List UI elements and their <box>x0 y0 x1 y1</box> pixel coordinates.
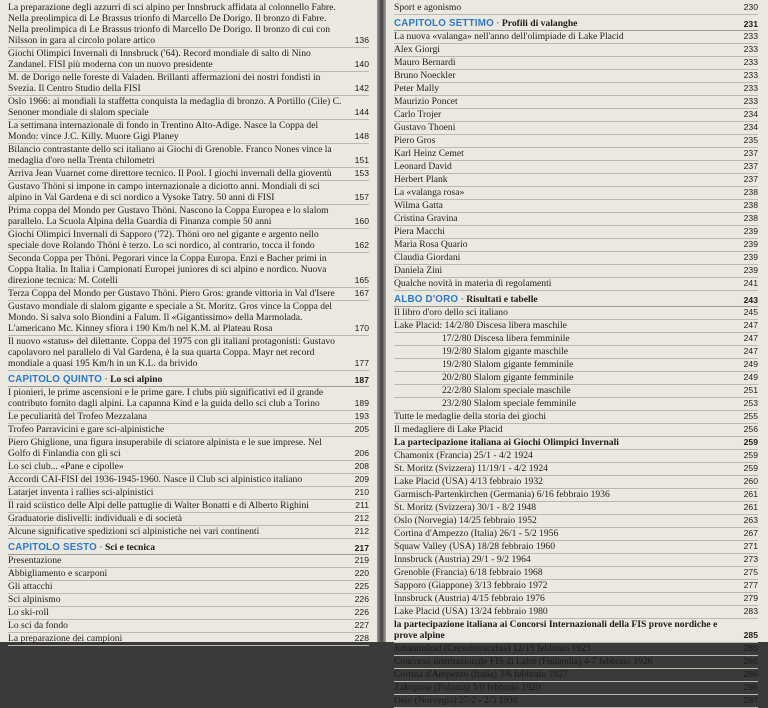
toc-entry-title: Il raid sciistico delle Alpi delle pattuglie di Walter Bonatti e di Alberto Righini <box>8 500 309 511</box>
toc-entry-page: 225 <box>354 581 369 591</box>
chapter-page: 231 <box>743 19 758 29</box>
toc-entry-title: Innsbruck (Austria) 29/1 - 9/2 1964 <box>394 554 531 565</box>
toc-entry-page: 219 <box>354 555 369 565</box>
toc-entry-title: I pionieri, le prime ascensioni e le prime gare. I clubs più significativi ed il grande contributo fornito dagli alpini. La capanna Kind e la guida dello sci club a Torino <box>8 387 324 409</box>
toc-entry <box>394 174 758 187</box>
toc-entry-title: Piero Ghiglione, una figura insuperabile di sciatore alpinista e le sue imprese. Nel Golfo di Finlandia con gli sci <box>8 437 322 459</box>
toc-entry <box>8 513 369 526</box>
toc-entry-page: 226 <box>354 607 369 617</box>
toc-entry-title: Sci alpinismo <box>8 594 61 605</box>
toc-entry-page: 211 <box>355 500 369 510</box>
toc-entry-title: La preparazione dei campioni <box>8 633 123 644</box>
toc-entry <box>8 288 369 301</box>
toc-entry-page: 237 <box>743 148 758 158</box>
toc-entry <box>394 320 758 333</box>
toc-entry <box>8 205 369 229</box>
toc-entry-page: 275 <box>743 567 758 577</box>
toc-entry-title: Squaw Valley (USA) 18/28 febbraio 1960 <box>394 541 556 552</box>
toc-entry <box>394 96 758 109</box>
toc-entry-title: Grenoble (Francia) 6/18 febbraio 1968 <box>394 567 543 578</box>
toc-entry <box>8 120 369 144</box>
toc-entry-title: Presentazione <box>8 555 62 566</box>
toc-entry <box>8 229 369 253</box>
toc-entry-page: 209 <box>354 474 369 484</box>
toc-entry <box>8 633 369 646</box>
toc-entry <box>394 398 758 411</box>
toc-entry <box>394 656 758 669</box>
toc-entry-title: Lake Placid (USA) 4/13 febbraio 1932 <box>394 476 543 487</box>
toc-entry <box>394 148 758 161</box>
chapter-subtitle: Profili di valanghe <box>501 18 578 29</box>
toc-entry-page: 260 <box>743 476 758 486</box>
toc-entry-title: Alcune significative spedizioni sci alpinistiche nei vari continenti <box>8 526 260 537</box>
toc-entry-title: Chamonix (Francia) 25/1 - 4/2 1924 <box>394 450 533 461</box>
toc-entry-title: Concorso internazionale FIS di Lahti (Finlandia) 4-7 febbraio 1926 <box>394 656 653 667</box>
chapter-label: CAPITOLO SETTIMO <box>394 18 494 29</box>
toc-entry-title: 23/2/80 Slalom speciale femminile <box>442 398 577 409</box>
toc-entry <box>394 31 758 44</box>
toc-entry <box>394 70 758 83</box>
toc-entry-page: 233 <box>743 44 758 54</box>
toc-group <box>394 307 758 437</box>
toc-group <box>8 387 369 539</box>
toc-entry-page: 239 <box>743 239 758 249</box>
toc-entry <box>394 57 758 70</box>
toc-entry-title: Abbigliamento e scarponi <box>8 568 108 579</box>
toc-entry-title: Bruno Noeckler <box>394 70 456 81</box>
toc-entry <box>394 682 758 695</box>
toc-entry-title: Gli attacchi <box>8 581 53 592</box>
toc-entry-title: 19/2/80 Slalom gigante femminile <box>442 359 574 370</box>
toc-entry <box>394 359 758 372</box>
toc-entry-title: Zakopane (Polonia) 5/9 febbraio 1929 <box>394 682 541 693</box>
chapter-heading: ALBO D'ORO · Risultati e tabelle 243 <box>394 294 758 305</box>
toc-entry <box>8 555 369 568</box>
section-title: La partecipazione italiana ai Giochi Olimpici Invernali <box>394 437 619 448</box>
toc-entry <box>8 620 369 633</box>
toc-entry-page: 283 <box>743 606 758 616</box>
toc-entry-title: M. de Dorigo nelle foreste di Valaden. Brillanti affermazioni dei nostri fondisti in Svezia. Il Centro Studio della FISI <box>8 72 321 94</box>
toc-entry-page: 263 <box>743 515 758 525</box>
toc-entry-title: Qualche novità in materia di regolamenti <box>394 278 552 289</box>
toc-entry-title: 22/2/80 Slalom speciale maschile <box>442 385 571 396</box>
toc-entry-title: Gustavo Thoeni <box>394 122 456 133</box>
toc-entry <box>8 336 369 371</box>
toc-group <box>394 2 758 15</box>
toc-entry <box>8 474 369 487</box>
chapter-subtitle: Lo sci alpino <box>110 374 163 385</box>
toc-entry-page: 245 <box>743 307 758 317</box>
toc-entry-page: 144 <box>354 107 369 117</box>
chapter-page: 243 <box>743 295 758 305</box>
toc-entry <box>8 168 369 181</box>
toc-entry-page: 249 <box>743 372 758 382</box>
toc-entry <box>394 424 758 437</box>
chapter-heading: CAPITOLO SESTO · Sci e tecnica 217 <box>8 542 369 553</box>
right-page <box>386 0 768 706</box>
toc-entry-page: 206 <box>354 448 369 458</box>
toc-entry <box>394 502 758 515</box>
toc-entry-page: 212 <box>354 526 369 536</box>
chapter-subtitle: Risultati e tabelle <box>466 294 538 305</box>
toc-entry-title: Leonard David <box>394 161 452 172</box>
toc-entry-title: Tutte le medaglie della storia dei giochi <box>394 411 547 422</box>
toc-entry <box>8 526 369 539</box>
toc-entry <box>8 411 369 424</box>
toc-entry-page: 167 <box>354 288 369 298</box>
toc-entry-title: Giochi Olimpici Invernali di Innsbruck ('64). Record mondiale di salto di Nino Zandanel. FISI più moderna con un nuovo presidente <box>8 48 311 70</box>
toc-entry <box>394 278 758 291</box>
toc-entry-title: Maria Rosa Quario <box>394 239 468 250</box>
toc-entry-title: Lake Placid: 14/2/80 Discesa libera maschile <box>394 320 567 331</box>
toc-entry <box>8 500 369 513</box>
toc-entry-title: Alex Giorgi <box>394 44 440 55</box>
toc-entry-page: 226 <box>354 594 369 604</box>
toc-entry <box>394 307 758 320</box>
toc-entry-title: Giochi Olimpici Invernali di Sapporo ('72). Thöni oro nel gigante e argento nello speciale dove Rolando Thöni è terzo. Lo sci nordico, al contrario, tocca il fondo <box>8 229 319 251</box>
toc-entry <box>394 122 758 135</box>
toc-entry <box>8 144 369 168</box>
toc-entry <box>394 606 758 619</box>
toc-entry <box>394 450 758 463</box>
section-page: 285 <box>743 630 758 640</box>
toc-entry-title: Claudia Giordani <box>394 252 461 263</box>
toc-entry <box>394 554 758 567</box>
toc-entry-page: 233 <box>743 31 758 41</box>
toc-entry-page: 234 <box>743 109 758 119</box>
toc-entry-title: Piera Macchi <box>394 226 445 237</box>
toc-entry-page: 286 <box>743 682 758 692</box>
toc-entry-title: Lo ski-roll <box>8 607 49 618</box>
toc-entry-page: 230 <box>743 2 758 12</box>
toc-entry <box>394 669 758 682</box>
toc-entry-page: 247 <box>743 333 758 343</box>
toc-entry <box>394 385 758 398</box>
toc-entry <box>394 643 758 656</box>
chapter-label: ALBO D'ORO <box>394 294 459 305</box>
toc-entry-title: Innsbruck (Austria) 4/15 febbraio 1976 <box>394 593 545 604</box>
toc-entry-title: 19/2/80 Slalom gigante maschile <box>442 346 569 357</box>
toc-entry-page: 249 <box>743 359 758 369</box>
toc-entry-page: 233 <box>743 57 758 67</box>
toc-entry <box>394 252 758 265</box>
toc-entry <box>394 411 758 424</box>
toc-entry <box>8 2 369 48</box>
toc-entry-page: 277 <box>743 580 758 590</box>
toc-entry-page: 228 <box>354 633 369 643</box>
toc-entry-title: Trofeo Parravicini e gare sci-alpinistiche <box>8 424 165 435</box>
toc-entry-page: 267 <box>743 528 758 538</box>
section-title: la partecipazione italiana ai Concorsi Internazionali della FIS prove nordiche e prove alpine <box>394 619 718 641</box>
toc-entry-title: Sport e agonismo <box>394 2 462 13</box>
book-gutter <box>377 0 386 642</box>
toc-group <box>394 450 758 619</box>
toc-entry <box>8 96 369 120</box>
toc-entry <box>394 187 758 200</box>
toc-entry-title: Mauro Bernardi <box>394 57 456 68</box>
section-page: 259 <box>743 437 758 447</box>
toc-entry <box>8 48 369 72</box>
toc-entry <box>8 607 369 620</box>
toc-entry-title: Peter Mally <box>394 83 440 94</box>
toc-entry <box>8 594 369 607</box>
toc-entry-title: Il medagliere di Lake Placid <box>394 424 503 435</box>
toc-entry-title: Lo sci da fondo <box>8 620 68 631</box>
toc-entry-page: 212 <box>354 513 369 523</box>
toc-entry-title: Il nuovo «status» del dilettante. Coppa del 1975 con gli italiani protagonisti: Gustavo capolavoro nel parallelo di Val Gardena, è la sua quarta Coppa. Mayr net record mondiale a quasi 195 Km/h in un K.L. da brivido <box>8 336 335 369</box>
toc-entry-page: 287 <box>743 695 758 705</box>
toc-entry <box>394 593 758 606</box>
toc-entry <box>8 568 369 581</box>
toc-entry-title: Oslo (Norvegia) 14/25 febbraio 1952 <box>394 515 537 526</box>
toc-entry <box>394 567 758 580</box>
toc-entry-title: 20/2/80 Slalom gigante femminile <box>442 372 574 383</box>
toc-entry-title: Sapporo (Giappone) 3/13 febbraio 1972 <box>394 580 548 591</box>
toc-entry-page: 210 <box>354 487 369 497</box>
toc-entry-page: 237 <box>743 174 758 184</box>
toc-entry-page: 153 <box>354 168 369 178</box>
toc-entry-title: Lo sci club... «Pane e cipolle» <box>8 461 124 472</box>
toc-entry <box>394 541 758 554</box>
toc-entry <box>394 239 758 252</box>
toc-entry-page: 241 <box>743 278 758 288</box>
toc-entry-page: 285 <box>743 656 758 666</box>
toc-entry-page: 253 <box>743 398 758 408</box>
chapter-subtitle: Sci e tecnica <box>105 542 156 553</box>
toc-entry <box>8 424 369 437</box>
toc-entry-title: Latarjet inventa i rallies sci-alpinistici <box>8 487 154 498</box>
toc-entry-title: Wilma Gatta <box>394 200 443 211</box>
toc-entry <box>394 265 758 278</box>
toc-entry-page: 279 <box>743 593 758 603</box>
toc-entry-page: 237 <box>743 161 758 171</box>
toc-entry-page: 273 <box>743 554 758 564</box>
toc-entry-title: Lake Placid (USA) 13/24 febbraio 1980 <box>394 606 548 617</box>
toc-entry-page: 208 <box>354 461 369 471</box>
chapter-page: 217 <box>354 543 369 553</box>
toc-entry <box>394 489 758 502</box>
toc-entry-title: Gustavo mondiale di slalom gigante e speciale a St. Moritz. Gros vince la Coppa del Mondo. Si salva solo Biondini a Falum. Il «Gigantissimo» della Marmolada. L'americano Mc. Kinney sfiora i 190 Km/h nel K.M. al Plateau Rosa <box>8 301 332 334</box>
toc-entry <box>394 226 758 239</box>
toc-entry-page: 247 <box>743 320 758 330</box>
toc-entry-title: Oslo 1966: ai mondiali la staffetta conquista la medaglia di bronzo. A Portillo (Cile) C. Senoner mondiale di slalom speciale <box>8 96 342 118</box>
toc-entry-page: 238 <box>743 213 758 223</box>
toc-entry-title: Le peculiarità del Trofeo Mezzalana <box>8 411 148 422</box>
toc-entry-title: Il libro d'oro dello sci italiano <box>394 307 508 318</box>
toc-entry-page: 157 <box>354 192 369 202</box>
toc-entry-page: 205 <box>354 424 369 434</box>
toc-entry-title: La nuova «valanga» nell'anno dell'olimpiade di Lake Placid <box>394 31 624 42</box>
toc-entry-title: Terza Coppa del Mondo per Gustavo Thöni. Piero Gros: grande vittoria in Val d'Isere <box>8 288 335 299</box>
toc-entry-page: 259 <box>743 463 758 473</box>
toc-entry <box>394 109 758 122</box>
section-heading <box>394 437 758 450</box>
toc-entry-page: 255 <box>743 411 758 421</box>
toc-entry-page: 251 <box>743 385 758 395</box>
toc-entry-page: 136 <box>354 35 369 45</box>
toc-entry-title: La «valanga rosa» <box>394 187 465 198</box>
toc-entry-title: Oslo (Norvegia) 27/2 - 2/3 1930 <box>394 695 518 706</box>
chapter-page: 187 <box>354 375 369 385</box>
toc-entry-page: 235 <box>743 135 758 145</box>
toc-entry <box>8 387 369 411</box>
toc-entry-title: Seconda Coppa per Thöni. Pegorari vince la Coppa Europa. Enzi e Bacher primi in Coppa Italia. In Italia i Campionati Europei juniores di sci alpino e nordico. Nuova direzione tecnica: M. Cotelli <box>8 253 327 286</box>
toc-entry-page: 140 <box>354 59 369 69</box>
toc-entry-page: 259 <box>743 450 758 460</box>
toc-entry-title: Graduatorie dislivelli: individuali e di società <box>8 513 182 524</box>
toc-entry <box>8 581 369 594</box>
toc-entry-page: 227 <box>354 620 369 630</box>
toc-entry-page: 285 <box>743 643 758 653</box>
toc-entry <box>394 695 758 708</box>
toc-entry-page: 177 <box>354 358 369 368</box>
toc-entry <box>8 301 369 336</box>
chapter-label: CAPITOLO SESTO <box>8 542 97 553</box>
toc-entry <box>394 528 758 541</box>
toc-entry <box>394 372 758 385</box>
toc-entry-page: 238 <box>743 200 758 210</box>
toc-entry <box>394 135 758 148</box>
toc-entry-title: 17/2/80 Discesa libera femminile <box>442 333 570 344</box>
toc-entry-page: 238 <box>743 187 758 197</box>
toc-entry-title: St. Moritz (Svizzera) 11/19/1 - 4/2 1924 <box>394 463 548 474</box>
toc-entry <box>394 44 758 57</box>
toc-entry-page: 160 <box>354 216 369 226</box>
toc-entry-page: 239 <box>743 252 758 262</box>
toc-entry-title: Herbert Plank <box>394 174 448 185</box>
chapter-heading: CAPITOLO SETTIMO · Profili di valanghe 231 <box>394 18 758 29</box>
toc-entry-page: 261 <box>743 502 758 512</box>
chapter-label: CAPITOLO QUINTO <box>8 374 103 385</box>
section-heading <box>394 619 758 643</box>
toc-entry <box>8 253 369 288</box>
toc-entry <box>8 72 369 96</box>
toc-entry <box>394 213 758 226</box>
toc-entry <box>394 161 758 174</box>
toc-entry-title: Cristina Gravina <box>394 213 458 224</box>
toc-entry-page: 271 <box>743 541 758 551</box>
toc-entry-page: 239 <box>743 265 758 275</box>
toc-entry-title: Cortina d'Ampezzo (Italia) 3/6 febbraio 1927 <box>394 669 568 680</box>
toc-entry-page: 142 <box>354 83 369 93</box>
toc-entry <box>8 487 369 500</box>
toc-entry-page: 247 <box>743 346 758 356</box>
toc-entry-title: Bilancio contrastante dello sci italiano ai Giochi di Grenoble. Franco Nones vince la medaglia d'oro nella Trenta chilometri <box>8 144 332 166</box>
toc-entry-title: Piero Gros <box>394 135 436 146</box>
toc-entry-page: 261 <box>743 489 758 499</box>
toc-entry-page: 233 <box>743 70 758 80</box>
toc-entry-title: Gustavo Thöni si impone in campo internazionale a diciotto anni. Mondiali di sci alpino in Val Gardena e di sci nordico a Vysoke Tatry. 50 anni di FISI <box>8 181 320 203</box>
toc-group <box>8 555 369 646</box>
toc-entry <box>394 200 758 213</box>
toc-entry-title: Johannisbad (Cecoslovacchia) 12/15 febbraio 1925 <box>394 643 591 654</box>
toc-entry-title: Maurizio Poncet <box>394 96 458 107</box>
toc-entry-page: 234 <box>743 122 758 132</box>
toc-entry-title: Garmisch-Partenkirchen (Germania) 6/16 febbraio 1936 <box>394 489 610 500</box>
toc-entry-title: Cortina d'Ampezzo (Italia) 26/1 - 5/2 1956 <box>394 528 559 539</box>
toc-entry-page: 233 <box>743 83 758 93</box>
toc-entry-page: 239 <box>743 226 758 236</box>
toc-entry <box>394 83 758 96</box>
toc-group <box>8 2 369 371</box>
toc-entry-title: Karl Heinz Cemet <box>394 148 464 159</box>
chapter-heading: CAPITOLO QUINTO · Lo sci alpino 187 <box>8 374 369 385</box>
toc-entry-page: 286 <box>743 669 758 679</box>
toc-entry-title: Daniela Zini <box>394 265 443 276</box>
toc-entry-page: 151 <box>354 155 369 165</box>
toc-entry-title: Carlo Trojer <box>394 109 442 120</box>
toc-entry-title: Arriva Jean Vuarnet come direttore tecnico. Il Pool. I giochi invernali della gioventù <box>8 168 332 179</box>
toc-entry <box>8 461 369 474</box>
toc-entry <box>394 463 758 476</box>
toc-group <box>394 31 758 291</box>
toc-entry-page: 256 <box>743 424 758 434</box>
toc-entry <box>394 476 758 489</box>
left-page <box>0 0 377 642</box>
toc-entry <box>8 181 369 205</box>
toc-entry-title: Accordi CAI-FISI del 1936-1945-1960. Nasce il Club sci alpinistico italiano <box>8 474 303 485</box>
toc-entry-title: St. Moritz (Svizzera) 30/1 - 8/2 1948 <box>394 502 537 513</box>
toc-entry-page: 165 <box>354 275 369 285</box>
toc-entry-title: La preparazione degli azzurri di sci alpino per Innsbruck affidata al colonnello Fabre. Nella preolimpica di Le Brassus trionfo di Marcello De Dorigo. Il bronzo di Fabre. Nella preolimpica di Le Brassus trionfo di Marcello De Dorigo. Il bronzo di cui con Nilsson in gara al circolo polare artico <box>8 2 336 46</box>
toc-entry <box>394 2 758 15</box>
toc-entry-page: 220 <box>354 568 369 578</box>
toc-entry-page: 170 <box>354 323 369 333</box>
toc-entry-page: 233 <box>743 96 758 106</box>
toc-entry-page: 193 <box>354 411 369 421</box>
toc-entry-page: 189 <box>354 398 369 408</box>
toc-entry-page: 148 <box>354 131 369 141</box>
toc-group <box>394 643 758 708</box>
toc-entry-page: 162 <box>354 240 369 250</box>
toc-entry <box>8 437 369 461</box>
toc-entry-title: Prima coppa del Mondo per Gustavo Thöni. Nascono la Coppa Europea e lo slalom parallelo. La Scuola Alpina della Guardia di Finanza compie 50 anni <box>8 205 329 227</box>
toc-entry <box>394 515 758 528</box>
toc-entry <box>394 346 758 359</box>
toc-entry-title: La settimana internazionale di fondo in Trentino Alto-Adige. Nasce la Coppa del Mondo: vince J.C. Killy. Muore Gigi Planey <box>8 120 319 142</box>
toc-entry <box>394 333 758 346</box>
toc-entry <box>394 580 758 593</box>
